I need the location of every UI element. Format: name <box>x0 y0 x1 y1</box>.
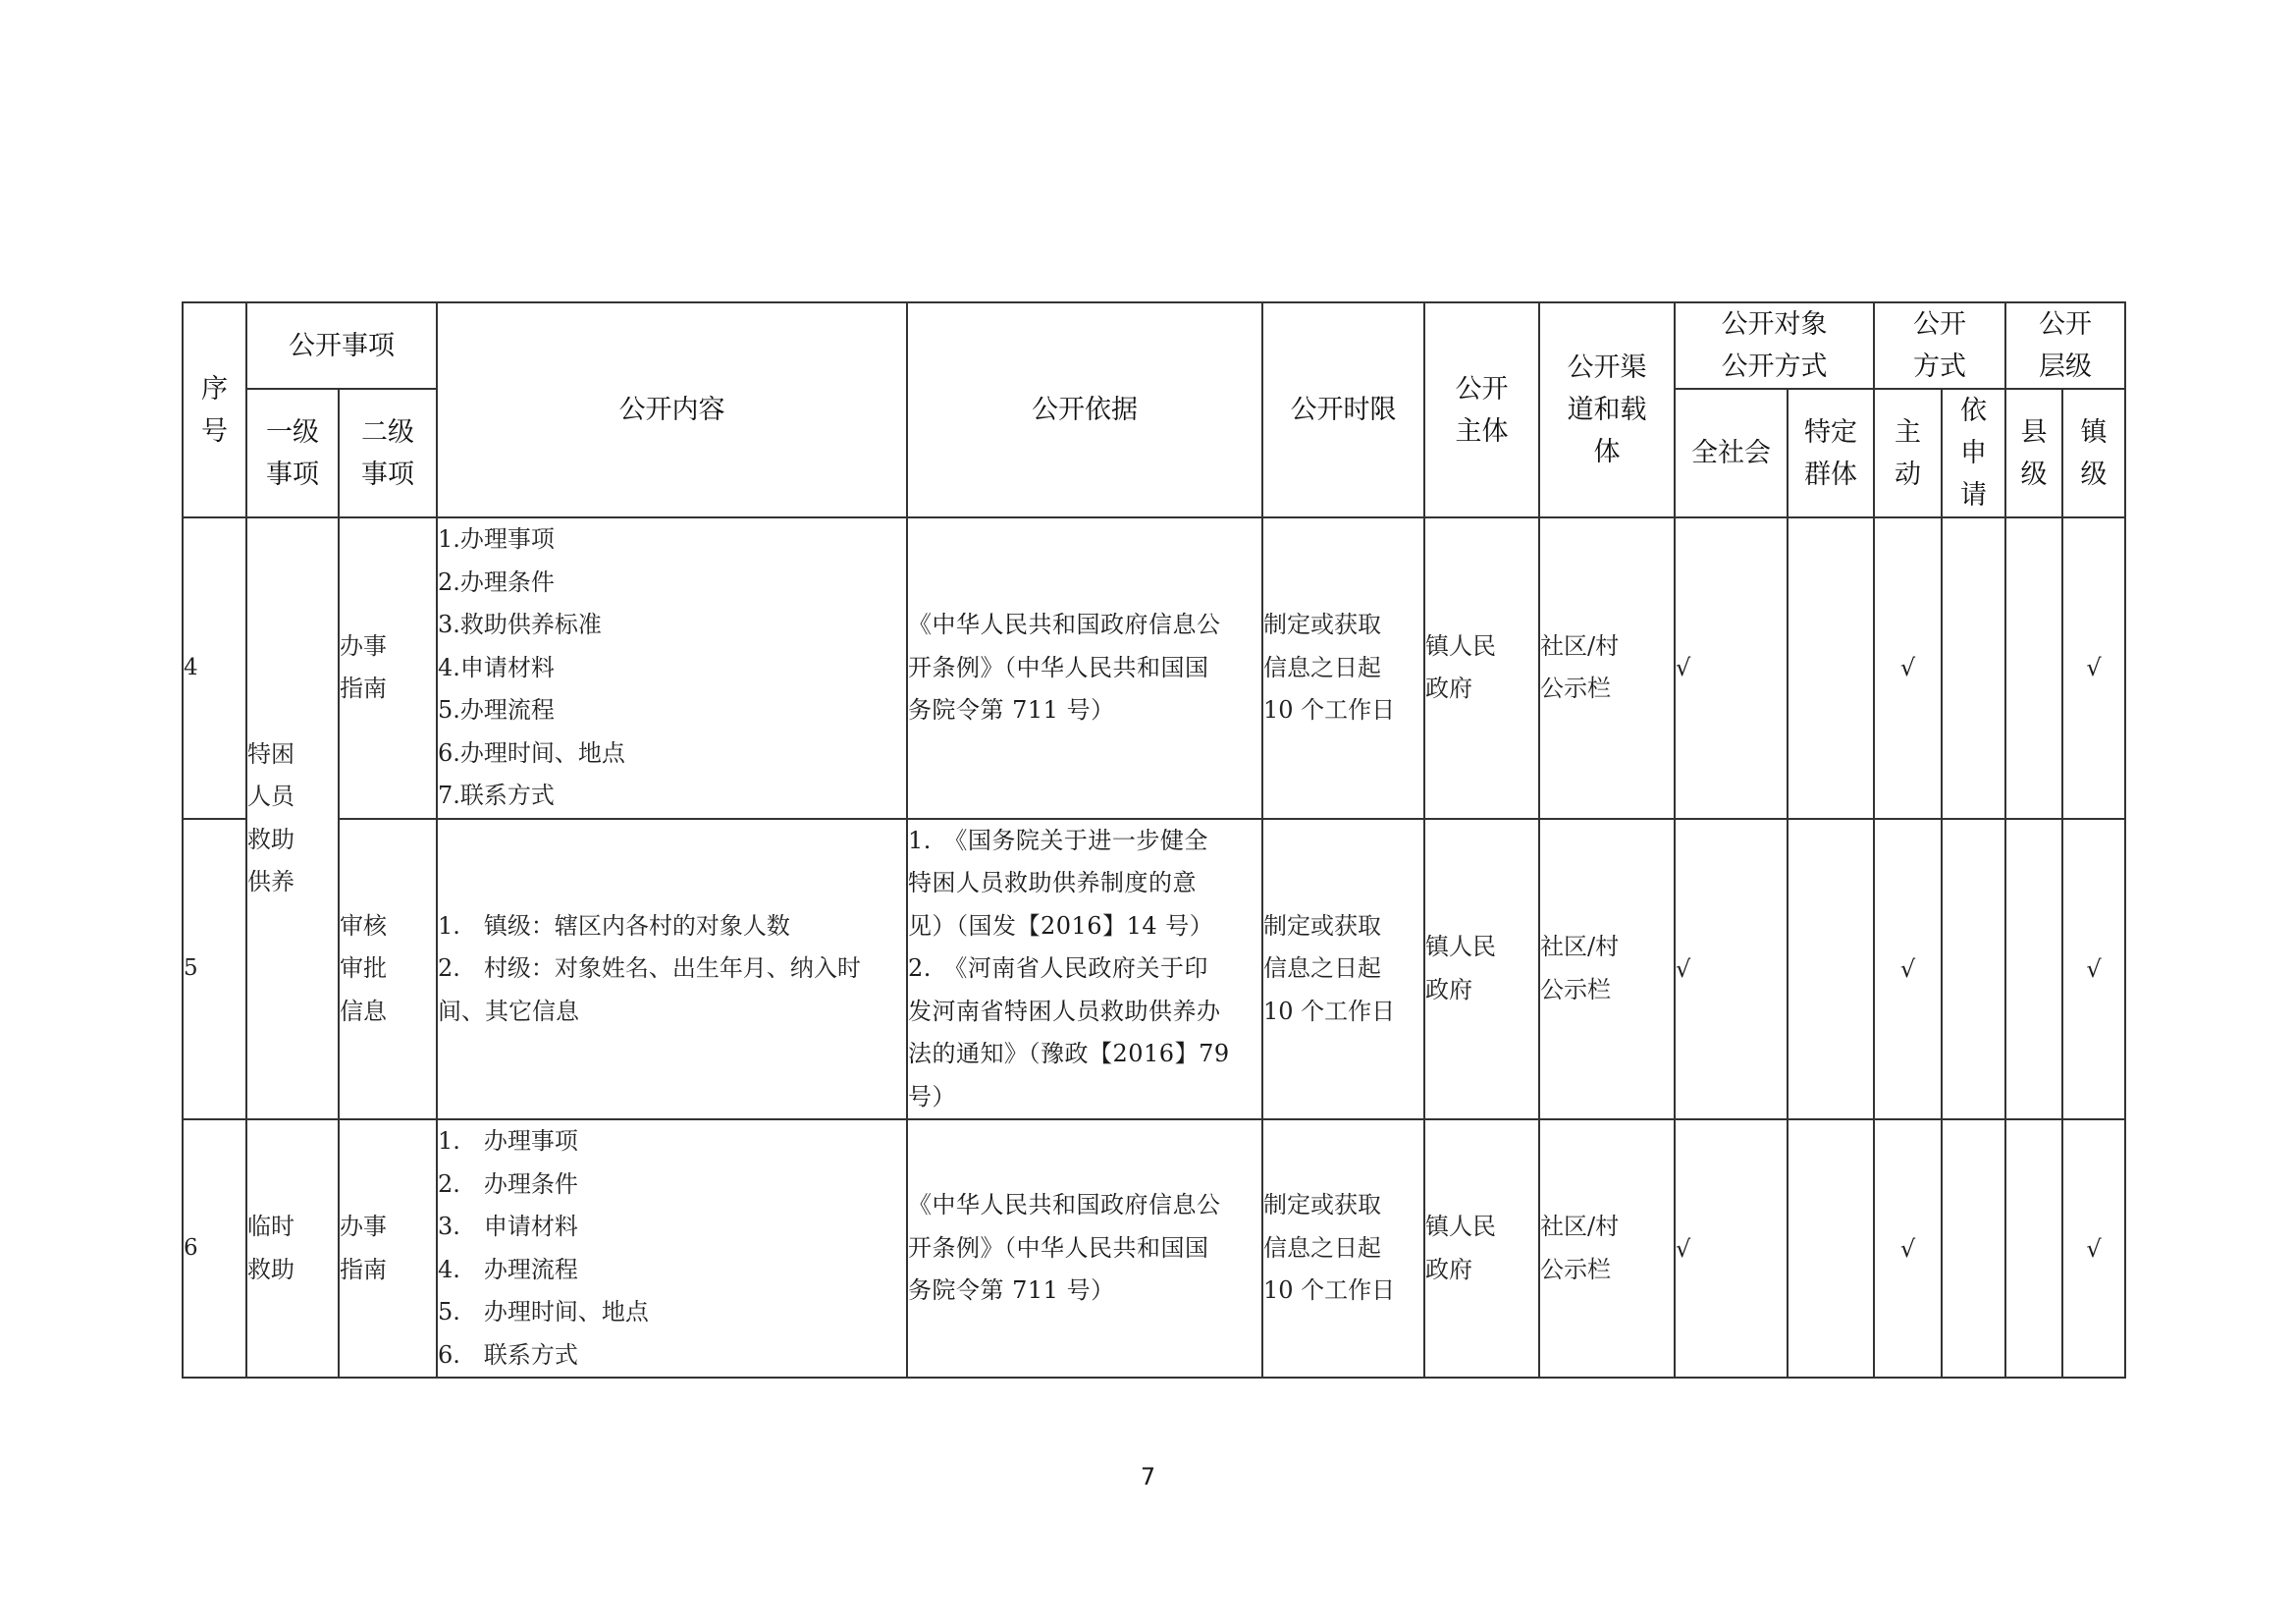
check-county <box>2005 819 2062 1120</box>
header-level-group-text: 公开层级 <box>2039 309 2092 382</box>
content-line: 间、其它信息 <box>438 997 579 1025</box>
channel-line: 公示栏 <box>1540 975 1611 1003</box>
row-channel <box>1539 1119 1675 1378</box>
row-level2 <box>339 819 437 1120</box>
row-time-limit <box>1262 819 1424 1120</box>
basis-line: 务院令第 711 号） <box>908 696 1115 724</box>
row-seq: 4 <box>183 517 246 819</box>
subject-line: 政府 <box>1425 675 1472 703</box>
check-specific-group <box>1788 1119 1874 1378</box>
header-county <box>2005 389 2062 517</box>
content-line: 1. 镇级：辖区内各村的对象人数 <box>438 911 790 940</box>
content-line: 5. 办理时间、地点 <box>438 1298 649 1326</box>
basis-line: 特困人员救助供养制度的意 <box>908 869 1197 896</box>
header-subject <box>1424 302 1539 517</box>
header-channel <box>1539 302 1675 517</box>
header-channel-text: 公开渠道和载体 <box>1567 352 1647 467</box>
table-row <box>183 1119 2125 1378</box>
row-seq: 5 <box>183 819 246 1120</box>
row-level2-text: 审核审批信息 <box>340 911 387 1025</box>
row-seq: 6 <box>183 1119 246 1378</box>
channel-line: 社区/村 <box>1540 933 1620 961</box>
subject-line: 镇人民 <box>1425 933 1496 961</box>
check-on-request <box>1942 1119 2005 1378</box>
row-level1 <box>246 517 339 1119</box>
header-active-text: 主动 <box>1895 416 1921 490</box>
row-subject <box>1424 517 1539 819</box>
row-channel <box>1539 819 1675 1120</box>
header-target-group <box>1675 302 1874 389</box>
table-row <box>183 517 2125 819</box>
header-time-limit: 公开时限 <box>1262 302 1424 517</box>
check-town: √ <box>2062 819 2125 1120</box>
row-level2-text: 办事指南 <box>340 1213 387 1283</box>
header-content: 公开内容 <box>437 302 907 517</box>
check-town: √ <box>2062 517 2125 819</box>
header-seq <box>183 302 246 517</box>
header-specific-group-text: 特定群体 <box>1804 416 1857 490</box>
channel-line: 社区/村 <box>1540 1213 1620 1240</box>
header-item-group: 公开事项 <box>246 302 437 389</box>
content-line: 2. 村级：对象姓名、出生年月、纳入时 <box>438 954 861 982</box>
header-town-text: 镇级 <box>2080 416 2108 490</box>
subject-line: 镇人民 <box>1425 1213 1496 1240</box>
channel-line: 社区/村 <box>1540 631 1620 660</box>
channel-line: 公示栏 <box>1540 1255 1611 1283</box>
row-content <box>437 517 907 819</box>
check-active: √ <box>1874 1119 1942 1378</box>
check-county <box>2005 517 2062 819</box>
row-level2 <box>339 1119 437 1378</box>
check-on-request <box>1942 517 2005 819</box>
content-line: 2. 办理条件 <box>438 1169 578 1198</box>
basis-line: 法的通知》（豫政【2016】79 <box>908 1040 1230 1067</box>
row-level2 <box>339 517 437 819</box>
header-method-group-text: 公开方式 <box>1913 309 1966 382</box>
basis-line: 开条例》（中华人民共和国国 <box>908 1233 1209 1262</box>
header-seq-text: 序号 <box>201 373 228 447</box>
header-specific-group <box>1788 389 1874 517</box>
check-whole-society: √ <box>1675 819 1788 1120</box>
subject-line: 政府 <box>1425 975 1472 1003</box>
time-limit-line: 信息之日起 <box>1263 954 1381 982</box>
content-line: 5.办理流程 <box>438 696 555 724</box>
header-level2 <box>339 389 437 517</box>
header-basis: 公开依据 <box>907 302 1262 517</box>
content-line: 1.办理事项 <box>438 525 555 553</box>
row-channel <box>1539 517 1675 819</box>
header-town <box>2062 389 2125 517</box>
row-level1-text: 特困人员救助供养 <box>247 739 294 895</box>
basis-line: 号） <box>908 1082 956 1110</box>
time-limit-line: 信息之日起 <box>1263 1233 1381 1262</box>
header-whole-society: 全社会 <box>1675 389 1788 517</box>
row-subject <box>1424 819 1539 1120</box>
time-limit-line: 10 个工作日 <box>1263 1276 1396 1305</box>
row-basis <box>907 819 1262 1120</box>
check-town: √ <box>2062 1119 2125 1378</box>
header-level1 <box>246 389 339 517</box>
check-on-request <box>1942 819 2005 1120</box>
basis-line: 务院令第 711 号） <box>908 1276 1115 1305</box>
row-content <box>437 819 907 1120</box>
content-line: 3. 申请材料 <box>438 1213 578 1240</box>
content-line: 4. 办理流程 <box>438 1255 578 1283</box>
time-limit-line: 制定或获取 <box>1263 911 1381 940</box>
time-limit-line: 制定或获取 <box>1263 1191 1381 1219</box>
check-specific-group <box>1788 517 1874 819</box>
content-line: 1. 办理事项 <box>438 1127 578 1155</box>
header-active <box>1874 389 1942 517</box>
basis-line: 2. 《河南省人民政府关于印 <box>908 954 1208 982</box>
header-level-group <box>2005 302 2125 389</box>
check-specific-group <box>1788 819 1874 1120</box>
channel-line: 公示栏 <box>1540 675 1611 703</box>
header-level2-text: 二级事项 <box>361 416 414 490</box>
content-line: 7.联系方式 <box>438 782 555 809</box>
check-whole-society: √ <box>1675 517 1788 819</box>
header-on-request <box>1942 389 2005 517</box>
basis-line: 发河南省特困人员救助供养办 <box>908 997 1221 1025</box>
time-limit-line: 10 个工作日 <box>1263 696 1396 724</box>
basis-line: 1. 《国务院关于进一步健全 <box>908 826 1208 854</box>
basis-line: 《中华人民共和国政府信息公 <box>908 1191 1221 1219</box>
content-line: 6. 联系方式 <box>438 1340 578 1369</box>
row-time-limit <box>1262 517 1424 819</box>
content-line: 2.办理条件 <box>438 568 555 596</box>
subject-line: 镇人民 <box>1425 631 1496 660</box>
row-basis <box>907 1119 1262 1378</box>
content-line: 4.申请材料 <box>438 653 555 681</box>
row-level2-text: 办事指南 <box>340 631 387 703</box>
check-active: √ <box>1874 517 1942 819</box>
table-row <box>183 819 2125 1120</box>
row-level1-text: 临时救助 <box>247 1213 294 1283</box>
row-level1 <box>246 1119 339 1378</box>
basis-line: 《中华人民共和国政府信息公 <box>908 611 1221 638</box>
header-county-text: 县级 <box>2020 416 2048 490</box>
disclosure-table <box>182 301 2126 1379</box>
content-line: 3.救助供养标准 <box>438 611 602 638</box>
header-level1-text: 一级事项 <box>266 416 319 490</box>
row-subject <box>1424 1119 1539 1378</box>
basis-line: 见）（国发【2016】14 号） <box>908 911 1214 940</box>
check-county <box>2005 1119 2062 1378</box>
check-whole-society: √ <box>1675 1119 1788 1378</box>
header-method-group <box>1874 302 2005 389</box>
header-row-1 <box>183 302 2125 389</box>
header-target-group-text: 公开对象公开方式 <box>1721 309 1828 382</box>
content-line: 6.办理时间、地点 <box>438 738 625 767</box>
time-limit-line: 制定或获取 <box>1263 611 1381 638</box>
row-content <box>437 1119 907 1378</box>
row-time-limit <box>1262 1119 1424 1378</box>
time-limit-line: 信息之日起 <box>1263 653 1381 681</box>
check-active: √ <box>1874 819 1942 1120</box>
basis-line: 开条例》（中华人民共和国国 <box>908 653 1209 681</box>
page-number: 7 <box>1140 1463 1156 1490</box>
row-basis <box>907 517 1262 819</box>
header-subject-text: 公开主体 <box>1455 373 1509 447</box>
subject-line: 政府 <box>1425 1255 1472 1283</box>
time-limit-line: 10 个工作日 <box>1263 997 1396 1025</box>
header-on-request-text: 依申请 <box>1960 396 1987 511</box>
